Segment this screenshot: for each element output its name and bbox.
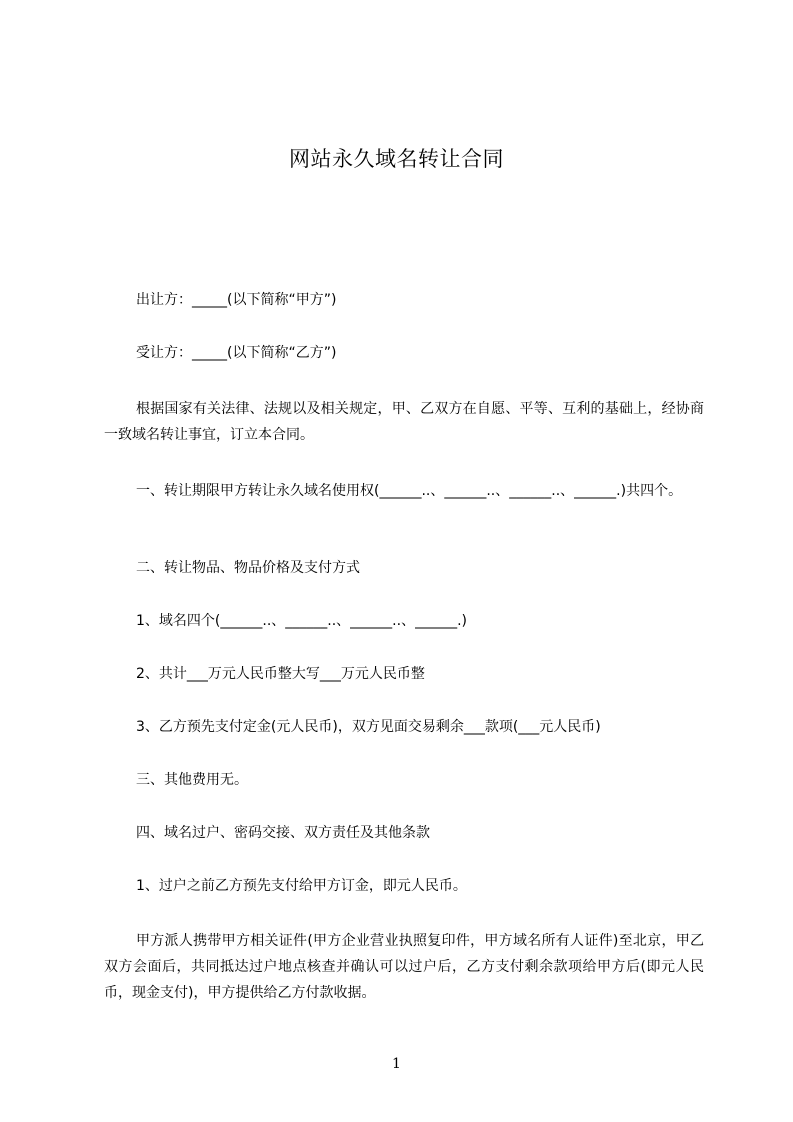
document-title: 网站永久域名转让合同 bbox=[289, 147, 504, 171]
clause-2-item-3: 3、乙方预先支付定金(元人民币)，双方见面交易剩余___款项(___元人民币) bbox=[136, 719, 601, 735]
preamble-paragraph: 根据国家有关法律、法规以及相关规定，甲、乙双方在自愿、平等、互利的基础上，经协商一致域名转让事宜，订立本合同。 bbox=[104, 401, 704, 443]
clause-4-detail-paragraph: 甲方派人携带甲方相关证件(甲方企业营业执照复印件，甲方域名所有人证件)至北京，甲乙双方会面后，共同抵达过户地点核查并确认可以过户后，乙方支付剩余款项给甲方后(即元人民币，现金支付)，甲方提供给乙方付款收据。 bbox=[104, 933, 704, 1001]
transferor-line: 出让方：_____(以下简称“甲方”) bbox=[136, 292, 337, 308]
page-number: 1 bbox=[392, 1056, 401, 1072]
clause-3-heading: 三、其他费用无。 bbox=[136, 772, 248, 788]
clause-2-heading: 二、转让物品、物品价格及支付方式 bbox=[136, 560, 360, 576]
clause-4-item-1: 1、过户之前乙方预先支付给甲方订金，即元人民币。 bbox=[136, 878, 467, 894]
clause-4-heading: 四、域名过户、密码交接、双方责任及其他条款 bbox=[136, 825, 430, 841]
clause-1-transfer-term: 一、转让期限甲方转让永久域名使用权(______..、______..、______..、______.)共四个。 bbox=[136, 483, 683, 499]
clause-2-item-1: 1、域名四个(______..、______..、______..、______.) bbox=[136, 613, 467, 629]
clause-2-item-2: 2、共计___万元人民币整大写___万元人民币整 bbox=[136, 666, 425, 682]
transferee-line: 受让方：_____(以下简称“乙方”) bbox=[136, 345, 337, 361]
